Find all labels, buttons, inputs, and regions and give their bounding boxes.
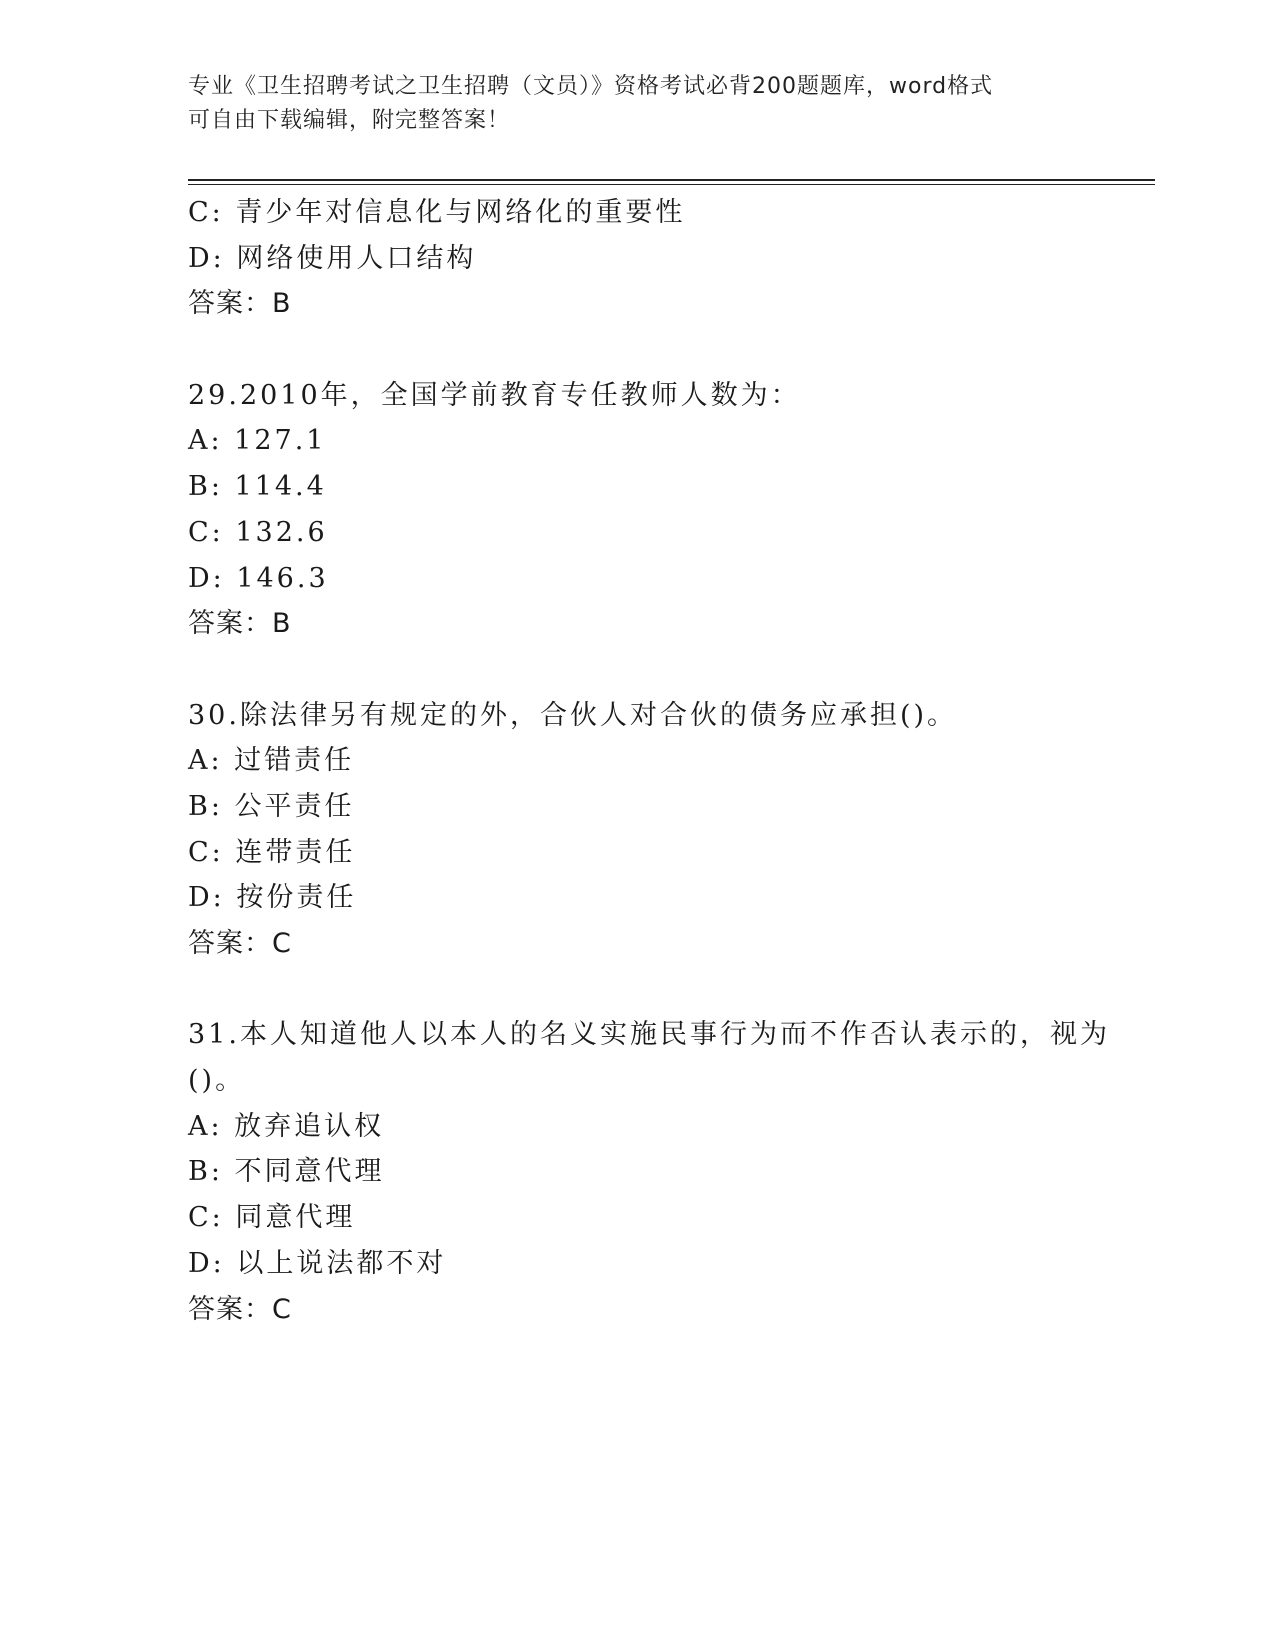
option-b: B: 114.4 <box>188 471 327 503</box>
question-29-text: 29.2010年，全国学前教育专任教师人数为： <box>188 379 801 411</box>
option-c: C: 132.6 <box>188 516 328 548</box>
option-b: B: 不同意代理 <box>188 1156 385 1188</box>
option-d: D: 按份责任 <box>188 882 357 914</box>
spacer <box>188 327 1148 373</box>
option-c: C: 连带责任 <box>188 836 356 868</box>
answer-line: 答案：B <box>188 608 292 640</box>
option-a: A: 过错责任 <box>188 745 355 777</box>
option-c: C: 同意代理 <box>188 1202 356 1234</box>
question-31-text-cont: ()。 <box>188 1065 246 1097</box>
option-a: A: 放弃追认权 <box>188 1110 385 1142</box>
document-body <box>188 190 1148 1332</box>
option-a: A: 127.1 <box>188 425 327 457</box>
option-c: C: 青少年对信息化与网络化的重要性 <box>188 197 686 228</box>
header-divider-thick <box>188 179 1155 181</box>
option-d: D: 以上说法都不对 <box>188 1247 447 1279</box>
question-30-text: 30.除法律另有规定的外，合伙人对合伙的债务应承担()。 <box>188 699 958 731</box>
header-divider-thin <box>188 184 1155 185</box>
question-31-text: 31.本人知道他人以本人的名义实施民事行为而不作否认表示的，视为 <box>188 1019 1110 1051</box>
header-line-1: 专业《卫生招聘考试之卫生招聘（文员）》资格考试必背200题题库，word格式 <box>188 74 994 99</box>
answer-line: 答案：C <box>188 928 292 959</box>
option-b: B: 公平责任 <box>188 790 355 822</box>
option-d: D: 网络使用人口结构 <box>188 242 477 274</box>
spacer <box>188 967 1148 1013</box>
answer-line: 答案：B <box>188 288 292 320</box>
spacer <box>188 647 1148 693</box>
document-header <box>188 70 1088 138</box>
answer-line: 答案：C <box>188 1293 292 1325</box>
option-d: D: 146.3 <box>188 562 329 594</box>
header-line-2: 可自由下载编辑，附完整答案！ <box>188 108 511 133</box>
